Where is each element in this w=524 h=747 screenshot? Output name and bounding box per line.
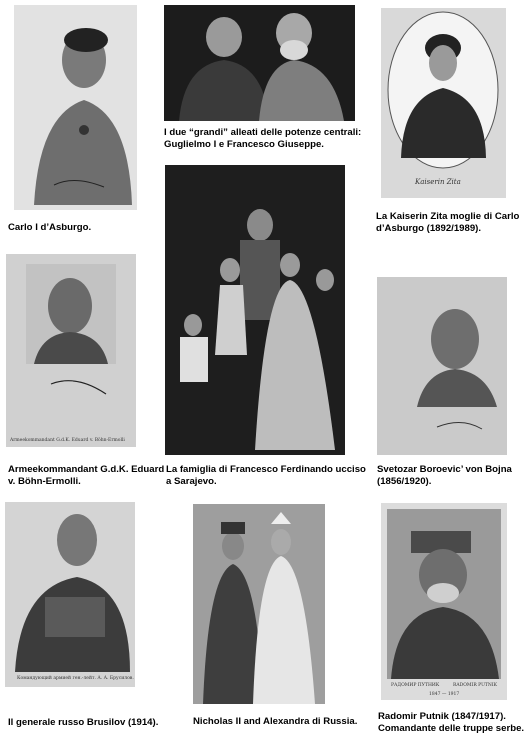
putnik-right: RADOMIR PUTNIK xyxy=(453,683,497,688)
zita-signature: Kaiserin Zita xyxy=(415,178,461,186)
portrait-brusilov xyxy=(5,502,135,687)
photo-zita xyxy=(381,8,506,198)
portrait-zita xyxy=(381,8,506,198)
portrait-grandi xyxy=(164,5,355,121)
caption-brusilov: Il generale russo Brusilov (1914). xyxy=(8,717,159,728)
photo-nicholas xyxy=(193,504,325,704)
photo-bohn xyxy=(6,254,136,447)
caption-grandi: I due “grandi” alleati delle potenze centrali: Guglielmo I e Francesco Giuseppe. xyxy=(164,127,362,150)
portrait-bohn xyxy=(6,254,136,447)
portrait-putnik xyxy=(381,503,507,700)
caption-carlo: Carlo I d’Asburgo. xyxy=(8,222,92,233)
putnik-date: 1847 — 1917 xyxy=(429,692,460,697)
caption-boroevic: Svetozar Boroevic’ von Bojna (1856/1920). xyxy=(377,464,512,487)
caption-putnik: Radomir Putnik (1847/1917). Comandante delle truppe serbe. xyxy=(378,711,524,734)
photo-boroevic xyxy=(377,277,507,455)
photo-famiglia xyxy=(165,165,345,455)
photo-putnik xyxy=(381,503,507,700)
caption-nicholas: Nicholas II and Alexandra di Russia. xyxy=(193,716,358,727)
portrait-carlo xyxy=(14,5,137,210)
brusilov-plate: Командующий армией ген.-лейт. А. А. Брусилов. xyxy=(17,676,134,681)
putnik-left: РАДОМИР ПУТНИК xyxy=(391,683,440,688)
photo-grandi xyxy=(164,5,355,121)
portrait-famiglia xyxy=(165,165,345,455)
bohn-plate: Armeekommandant G.d.K. Eduard v. Böhn-Ermolli xyxy=(10,438,125,443)
portrait-boroevic xyxy=(377,277,507,455)
caption-bohn: Armeekommandant G.d.K. Eduard v. Böhn-Ermolli. xyxy=(8,464,165,487)
portrait-nicholas xyxy=(193,504,325,704)
photo-carlo xyxy=(14,5,137,210)
photo-brusilov xyxy=(5,502,135,687)
caption-famiglia: La famiglia di Francesco Ferdinando ucciso a Sarajevo. xyxy=(166,464,366,487)
caption-zita: La Kaiserin Zita moglie di Carlo d’Asburgo (1892/1989). xyxy=(376,211,520,234)
